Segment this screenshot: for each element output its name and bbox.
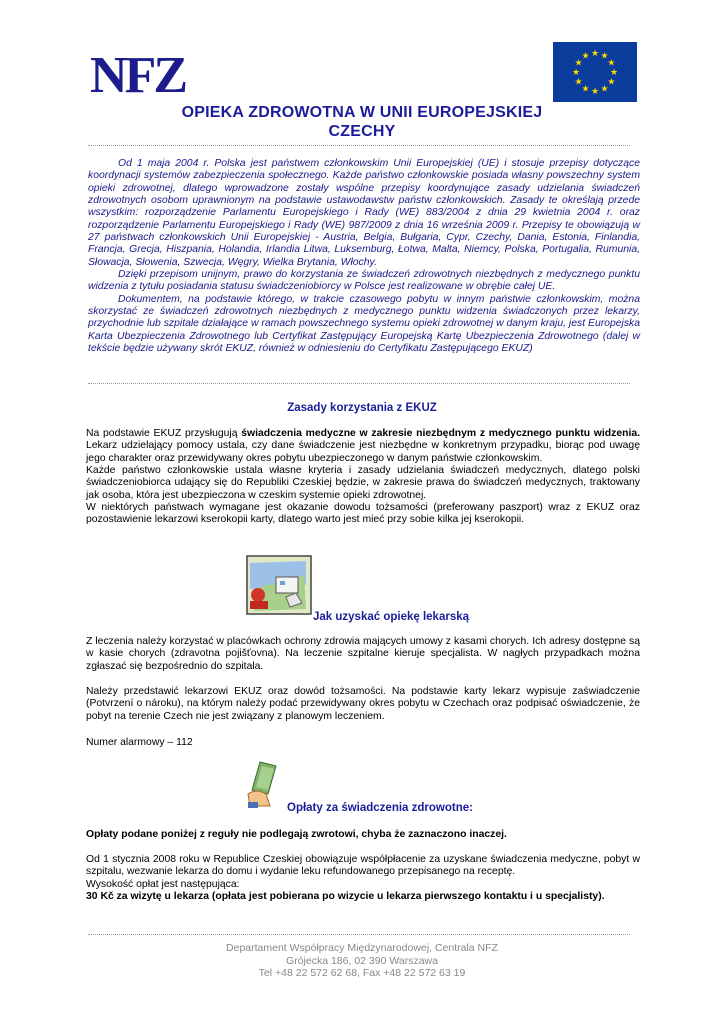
- paragraph: 30 Kč za wizytę u lekarza (opłata jest pobierana po wizycie u lekarza pierwszego kontaktu i u specjalisty).: [86, 891, 605, 903]
- paragraph: Opłaty podane poniżej z reguły nie podlegają zwrotowi, chyba że zaznaczono inaczej.: [86, 829, 507, 840]
- nfz-logo: [90, 48, 200, 98]
- footer-line: Tel +48 22 572 62 68, Fax +48 22 572 63 19: [258, 967, 466, 979]
- eu-flag-icon: [553, 42, 637, 102]
- footer-line: Departament Współpracy Międzynarodowej, Centrala NFZ: [226, 942, 498, 954]
- page-title: OPIEKA ZDROWOTNA W UNII EUROPEJSKIEJ: [181, 104, 543, 121]
- intro-paragraph: Dokumentem, na podstawie którego, w trakcie czasowego pobytu w innym państwie członkowskim, można skorzystać ze świadczeń zdrowotnych niezbędnych z medycznego punktu widzenia świadczonych przez lekarzy, przychodnie lub szpitale działające w ramach powszechnego systemu opieki zdrowotnej w danym kraju, jest Europejska Karta Ubezpieczenia Zdrowotnego lub Certyfikat Zastępujący Europejską Kartę Ubezpieczenia Zdrowotnego (dalej w tekście będzie używany skrót EKUZ, również w odniesieniu do Certyfikatu Zastępującego EKUZ): [88, 293, 640, 355]
- intro-paragraph: Od 1 maja 2004 r. Polska jest państwem członkowskim Unii Europejskiej (UE) i stosuje przepisy dotyczące koordynacji systemów zabezpieczenia społecznego. Każde państwo członkowskie posiada własny powszechny system opieki zdrowotnej, dlatego wprowadzone zostały wspólne przepisy koordynujące zasady udzielania świadczeń zdrowotnych osobom uprawnionym na podstawie ustawodawstw państw członkowskich. Zasady te określają przede wszystkim: rozporządzenie Parlamentu Europejskiego i Rady (WE) 883/2004 z dnia 29 kwietnia 2004 r. oraz rozporządzenie Parlamentu Europejskiego i Rady (WE) 987/2009 z dnia 16 września 2009 r. Przepisy te obowiązują w 27 państwach członkowskich Unii Europejskiej - Austria, Belgia, Bułgaria, Cypr, Czechy, Dania, Estonia, Finlandia, Francja, Grecja, Hiszpania, Holandia, Irlandia Litwa, Luksemburg, Łotwa, Malta, Niemcy, Polska, Portugalia, Rumunia, Słowacja, Słowenia, Szwecja, Węgry, Wielka Brytania, Włochy.: [88, 158, 640, 268]
- flag-star-icon: ★: [609, 67, 619, 77]
- flag-star-icon: ★: [607, 76, 616, 87]
- section-body: [86, 854, 640, 903]
- flag-star-icon: ★: [607, 57, 616, 68]
- section-body: [86, 636, 640, 673]
- paragraph: Z leczenia należy korzystać w placówkach ochrony zdrowia mających umowy z kasami chorych. Ich adresy dostępne są w kasie chorych (zdravotna pojišťovna). Na leczenie szpitalne kieruje specjalista. W nagłych przypadkach można zgłaszać się bezpośrednio do szpitala.: [86, 636, 640, 672]
- section-body: [86, 686, 640, 723]
- section-heading: Zasady korzystania z EKUZ: [287, 402, 437, 414]
- footer-line: Grójecka 186, 02 390 Warszawa: [286, 954, 438, 967]
- flag-star-icon: ★: [571, 67, 581, 77]
- divider: [88, 383, 630, 384]
- paragraph: Należy przedstawić lekarzowi EKUZ oraz dowód tożsamości. Na podstawie karty lekarz wypisuje zaświadczenie (Potvrzení o nároku), na którym należy podać przewidywany okres pobytu w Czechach oraz podpisać oświadczenie, że pobyt na terenie Czech nie jest związany z planowym leczeniem.: [86, 686, 640, 722]
- section-heading: Jak uzyskać opiekę lekarską: [313, 611, 470, 623]
- section-body: [86, 829, 640, 841]
- paragraph: Od 1 stycznia 2008 roku w Republice Czeskiej obowiązuje współpłacenie za uzyskane świadczenia medyczne, pobyt w szpitalu, wezwanie lekarza do domu i wydanie leku refundowanego przepisanego na receptę.: [86, 854, 640, 878]
- flag-star-icon: ★: [590, 86, 600, 96]
- section-body: [86, 737, 640, 749]
- section-body: [86, 428, 640, 527]
- svg-text:NFZ: NFZ: [90, 48, 185, 98]
- flag-star-icon: ★: [581, 83, 590, 94]
- flag-star-icon: ★: [574, 57, 583, 68]
- doctor-clipart-icon: [246, 555, 312, 615]
- page-subtitle: CZECHY: [328, 123, 396, 140]
- paragraph: Każde państwo członkowskie ustala własne kryteria i zasady udzielania świadczeń medycznych, dlatego polski świadczeniobiorca udający się do Republiki Czeskiej będzie, w zakresie prawa do świadczeń medycznych, traktowany jak osoba, która jest ubezpieczona w czeskim systemie opieki zdrowotnej.: [86, 465, 640, 501]
- divider: [88, 145, 630, 146]
- paragraph: Na podstawie EKUZ przysługują świadczenia medyczne w zakresie niezbędnym z medycznego punktu widzenia. Lekarz udzielający pomocy ustala, czy dane świadczenie jest niezbędne w konkretnym przypadku, biorąc pod uwagę jego charakter oraz przewidywany okres pobytu ubezpieczonego w danym państwie członkowskim.: [86, 428, 640, 464]
- flag-star-icon: ★: [600, 83, 609, 94]
- section-heading: Opłaty za świadczenia zdrowotne:: [287, 802, 473, 814]
- paragraph: Wysokość opłat jest następująca:: [86, 878, 240, 890]
- paragraph: Numer alarmowy – 112: [86, 737, 193, 748]
- flag-star-icon: ★: [581, 50, 590, 61]
- flag-star-icon: ★: [590, 48, 600, 58]
- flag-star-icon: ★: [600, 50, 609, 61]
- footer: [0, 942, 724, 980]
- paragraph: W niektórych państwach wymagane jest okazanie dowodu tożsamości (preferowany paszport) wraz z EKUZ oraz pozostawienie lekarzowi kserokopii karty, dlatego warto jest mieć przy sobie kilka jej kserokopii.: [86, 502, 640, 526]
- intro-paragraph: Dzięki przepisom unijnym, prawo do korzystania ze świadczeń zdrowotnych niezbędnych z medycznego punktu widzenia z tytułu posiadania statusu świadczeniobiorcy w Polsce jest realizowane w obrębie całej UE.: [88, 269, 640, 293]
- divider: [88, 934, 630, 935]
- money-hand-clipart-icon: [246, 760, 282, 808]
- flag-star-icon: ★: [574, 76, 583, 87]
- intro-section: [88, 158, 640, 356]
